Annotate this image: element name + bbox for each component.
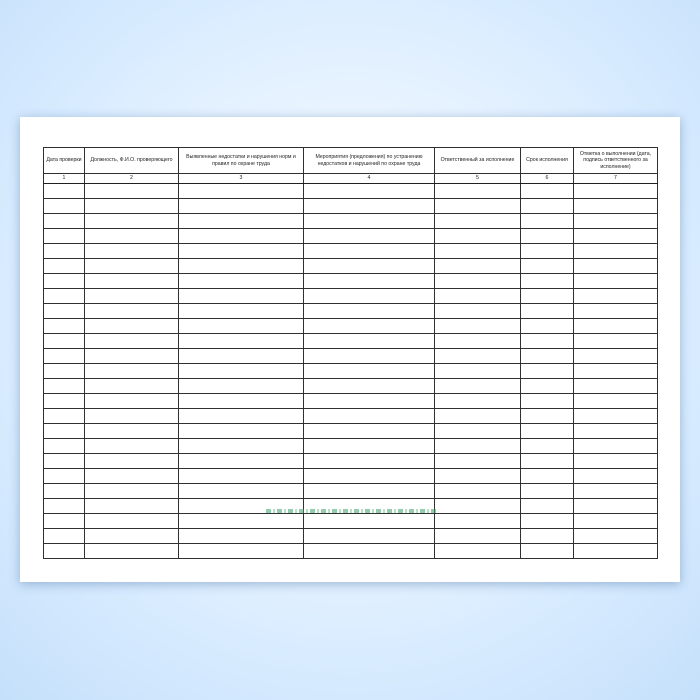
table-cell <box>179 199 304 214</box>
table-cell <box>44 514 85 529</box>
table-cell <box>179 319 304 334</box>
table-cell <box>521 544 574 559</box>
table-cell <box>85 199 179 214</box>
table-cell <box>521 394 574 409</box>
table-cell <box>304 454 435 469</box>
table-cell <box>304 484 435 499</box>
table-cell <box>44 214 85 229</box>
table-cell <box>521 184 574 199</box>
table-cell <box>435 544 521 559</box>
table-cell <box>521 484 574 499</box>
table-cell <box>574 289 658 304</box>
table-cell <box>44 319 85 334</box>
faint-watermark <box>266 509 436 513</box>
table-cell <box>521 334 574 349</box>
table-cell <box>44 439 85 454</box>
table-cell <box>574 469 658 484</box>
column-number: 6 <box>521 174 574 184</box>
table-cell <box>435 409 521 424</box>
table-cell <box>304 364 435 379</box>
table-row <box>44 289 658 304</box>
table-cell <box>179 514 304 529</box>
table-cell <box>521 529 574 544</box>
table-cell <box>574 184 658 199</box>
table-cell <box>521 439 574 454</box>
table-cell <box>435 274 521 289</box>
table-cell <box>179 184 304 199</box>
table-cell <box>435 439 521 454</box>
table-cell <box>304 424 435 439</box>
table-cell <box>435 349 521 364</box>
table-cell <box>304 334 435 349</box>
table-cell <box>44 334 85 349</box>
journal-body <box>44 184 658 559</box>
table-cell <box>521 469 574 484</box>
table-cell <box>179 364 304 379</box>
table-cell <box>574 364 658 379</box>
column-number: 7 <box>574 174 658 184</box>
table-cell <box>574 304 658 319</box>
table-cell <box>179 304 304 319</box>
table-cell <box>179 244 304 259</box>
column-header-deadline: Срок исполнения <box>521 148 574 174</box>
table-cell <box>574 229 658 244</box>
table-cell <box>179 454 304 469</box>
table-cell <box>304 289 435 304</box>
table-cell <box>179 229 304 244</box>
table-cell <box>44 409 85 424</box>
table-cell <box>44 364 85 379</box>
table-cell <box>85 184 179 199</box>
table-cell <box>435 334 521 349</box>
table-cell <box>44 469 85 484</box>
table-cell <box>179 274 304 289</box>
table-cell <box>44 544 85 559</box>
table-cell <box>85 229 179 244</box>
table-cell <box>304 409 435 424</box>
table-row <box>44 394 658 409</box>
table-cell <box>574 529 658 544</box>
table-cell <box>304 214 435 229</box>
table-cell <box>85 214 179 229</box>
table-cell <box>44 394 85 409</box>
table-cell <box>574 349 658 364</box>
table-cell <box>435 469 521 484</box>
table-cell <box>521 319 574 334</box>
column-number: 3 <box>179 174 304 184</box>
table-cell <box>574 334 658 349</box>
column-header-inspector: Должность, Ф.И.О. проверяющего <box>85 148 179 174</box>
table-cell <box>574 409 658 424</box>
table-header-row <box>44 148 658 174</box>
table-cell <box>85 514 179 529</box>
table-row <box>44 454 658 469</box>
table-cell <box>574 274 658 289</box>
table-cell <box>44 289 85 304</box>
table-row <box>44 319 658 334</box>
table-cell <box>435 214 521 229</box>
table-cell <box>85 439 179 454</box>
table-row <box>44 199 658 214</box>
column-header-measures: Мероприятия (предложения) по устранению недостатков и нарушений по охране труда <box>304 148 435 174</box>
table-cell <box>179 484 304 499</box>
column-number: 5 <box>435 174 521 184</box>
table-cell <box>521 379 574 394</box>
table-cell <box>85 379 179 394</box>
table-cell <box>435 259 521 274</box>
table-cell <box>179 214 304 229</box>
table-cell <box>521 199 574 214</box>
table-cell <box>435 304 521 319</box>
table-row <box>44 229 658 244</box>
table-cell <box>574 514 658 529</box>
table-cell <box>304 529 435 544</box>
table-row <box>44 409 658 424</box>
table-cell <box>85 334 179 349</box>
table-cell <box>304 274 435 289</box>
table-cell <box>521 259 574 274</box>
table-cell <box>44 499 85 514</box>
table-cell <box>574 214 658 229</box>
table-cell <box>85 304 179 319</box>
table-cell <box>44 184 85 199</box>
table-cell <box>435 379 521 394</box>
table-cell <box>179 394 304 409</box>
table-row <box>44 544 658 559</box>
table-cell <box>179 334 304 349</box>
table-cell <box>521 424 574 439</box>
table-cell <box>304 379 435 394</box>
table-row <box>44 424 658 439</box>
table-cell <box>85 499 179 514</box>
table-cell <box>435 199 521 214</box>
journal-table <box>43 147 658 559</box>
table-cell <box>435 244 521 259</box>
column-header-responsible: Ответственный за исполнение <box>435 148 521 174</box>
table-row <box>44 184 658 199</box>
table-row <box>44 274 658 289</box>
table-row <box>44 514 658 529</box>
table-cell <box>435 499 521 514</box>
table-cell <box>179 439 304 454</box>
table-cell <box>574 394 658 409</box>
table-cell <box>85 259 179 274</box>
table-cell <box>521 349 574 364</box>
table-cell <box>574 319 658 334</box>
table-cell <box>44 349 85 364</box>
column-number: 1 <box>44 174 85 184</box>
table-cell <box>179 259 304 274</box>
table-row <box>44 244 658 259</box>
table-cell <box>85 529 179 544</box>
table-cell <box>85 349 179 364</box>
table-cell <box>521 274 574 289</box>
table-cell <box>304 244 435 259</box>
table-cell <box>85 319 179 334</box>
table-cell <box>85 469 179 484</box>
table-cell <box>304 304 435 319</box>
table-cell <box>44 529 85 544</box>
table-cell <box>44 484 85 499</box>
table-cell <box>574 199 658 214</box>
journal-sheet <box>20 117 680 582</box>
table-cell <box>304 319 435 334</box>
table-row <box>44 364 658 379</box>
table-row <box>44 469 658 484</box>
table-cell <box>44 229 85 244</box>
table-cell <box>574 259 658 274</box>
table-cell <box>521 289 574 304</box>
table-cell <box>44 244 85 259</box>
table-cell <box>435 484 521 499</box>
table-cell <box>435 319 521 334</box>
table-row <box>44 259 658 274</box>
table-cell <box>521 499 574 514</box>
table-row <box>44 214 658 229</box>
table-cell <box>435 454 521 469</box>
table-cell <box>304 259 435 274</box>
table-cell <box>85 394 179 409</box>
table-cell <box>304 184 435 199</box>
column-header-inspection-date: Дата проверки <box>44 148 85 174</box>
table-cell <box>44 379 85 394</box>
table-cell <box>85 484 179 499</box>
table-cell <box>521 409 574 424</box>
table-cell <box>521 244 574 259</box>
table-cell <box>304 439 435 454</box>
table-cell <box>85 409 179 424</box>
table-cell <box>85 289 179 304</box>
table-cell <box>435 514 521 529</box>
table-cell <box>85 244 179 259</box>
table-cell <box>574 484 658 499</box>
table-cell <box>85 544 179 559</box>
column-header-violations: Выявленные недостатки и нарушения норм и правил по охране труда <box>179 148 304 174</box>
table-cell <box>179 409 304 424</box>
table-cell <box>179 379 304 394</box>
table-cell <box>304 349 435 364</box>
table-cell <box>521 214 574 229</box>
table-cell <box>574 379 658 394</box>
table-cell <box>179 349 304 364</box>
table-cell <box>304 394 435 409</box>
table-cell <box>304 229 435 244</box>
table-cell <box>85 364 179 379</box>
table-cell <box>574 244 658 259</box>
table-cell <box>435 184 521 199</box>
table-cell <box>521 229 574 244</box>
table-row <box>44 484 658 499</box>
table-row <box>44 349 658 364</box>
table-cell <box>179 289 304 304</box>
column-number: 2 <box>85 174 179 184</box>
table-cell <box>574 499 658 514</box>
column-number-row <box>44 174 658 184</box>
table-cell <box>85 424 179 439</box>
table-row <box>44 379 658 394</box>
table-cell <box>521 454 574 469</box>
table-cell <box>304 544 435 559</box>
column-header-completion-mark: Отметка о выполнении (дата, подпись ответственного за исполнение) <box>574 148 658 174</box>
table-cell <box>304 514 435 529</box>
table-cell <box>521 364 574 379</box>
table-cell <box>435 424 521 439</box>
table-cell <box>179 544 304 559</box>
table-cell <box>521 304 574 319</box>
table-row <box>44 529 658 544</box>
table-cell <box>44 454 85 469</box>
table-cell <box>179 424 304 439</box>
table-cell <box>44 304 85 319</box>
table-cell <box>304 469 435 484</box>
table-cell <box>44 199 85 214</box>
table-cell <box>435 394 521 409</box>
table-row <box>44 439 658 454</box>
table-cell <box>521 514 574 529</box>
table-cell <box>44 424 85 439</box>
table-cell <box>179 529 304 544</box>
table-cell <box>44 274 85 289</box>
table-cell <box>179 469 304 484</box>
table-cell <box>574 544 658 559</box>
table-cell <box>85 454 179 469</box>
table-cell <box>435 364 521 379</box>
table-cell <box>574 439 658 454</box>
table-row <box>44 334 658 349</box>
table-cell <box>574 424 658 439</box>
column-number: 4 <box>304 174 435 184</box>
table-cell <box>435 289 521 304</box>
table-cell <box>304 199 435 214</box>
table-cell <box>574 454 658 469</box>
table-cell <box>435 229 521 244</box>
table-cell <box>85 274 179 289</box>
table-cell <box>435 529 521 544</box>
table-row <box>44 304 658 319</box>
table-cell <box>44 259 85 274</box>
